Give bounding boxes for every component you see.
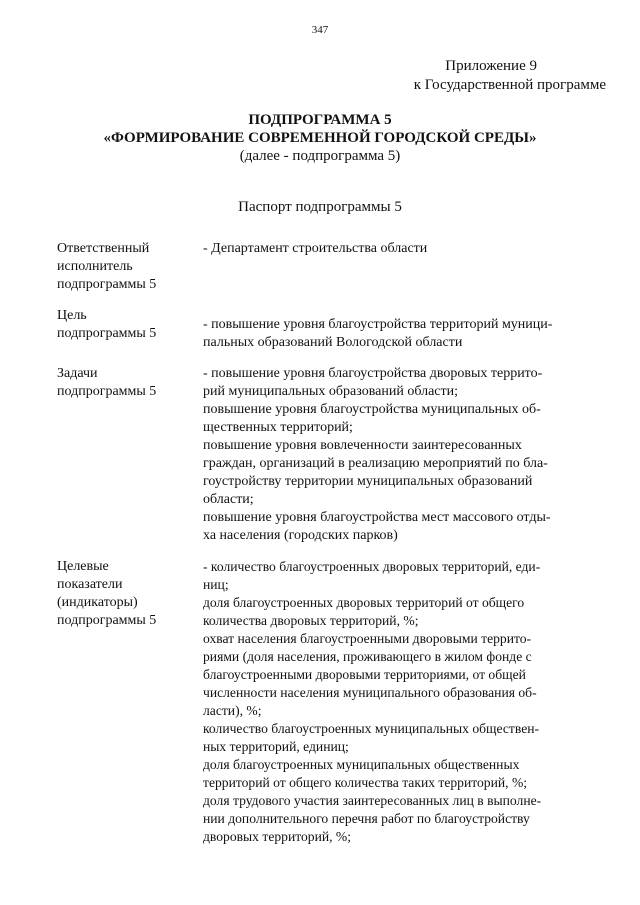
passport-row-indicators (57, 558, 587, 846)
value-line: ных территорий, единиц; (203, 739, 349, 754)
value-line: доля благоустроенных дворовых территорий от общего (203, 595, 525, 610)
value-line: доля трудового участия заинтересованных лиц в выполне- (203, 793, 542, 808)
page-number: 347 (311, 24, 329, 36)
row-label (57, 240, 203, 294)
value-line: доля благоустроенных муниципальных общественных (203, 757, 520, 772)
value-line: - повышение уровня благоустройства территорий муници- (203, 317, 553, 332)
row-label (57, 365, 203, 545)
value-line: щественных территорий; (203, 420, 353, 435)
value-line: дворовых территорий, %; (203, 829, 352, 844)
subprogram-name: «ФОРМИРОВАНИЕ СОВРЕМЕННОЙ ГОРОДСКОЙ СРЕДЫ» (103, 130, 537, 146)
row-label (57, 558, 203, 846)
label-line: Ответственный (57, 241, 150, 256)
label-line: исполнитель (57, 259, 133, 274)
value-line: ласти), %; (203, 703, 262, 718)
passport-table (57, 240, 587, 859)
label-line: подпрограммы 5 (57, 326, 157, 341)
label-line: Цель (57, 308, 87, 323)
subprogram-subtitle: (далее - подпрограмма 5) (239, 148, 401, 164)
passport-row-goal (57, 307, 587, 352)
value-line: количество благоустроенных муниципальных обществен- (203, 721, 540, 736)
value-line: охват населения благоустроенными дворовыми террито- (203, 631, 532, 646)
passport-row-executor (57, 240, 587, 294)
passport-row-tasks (57, 365, 587, 545)
appendix-line-1: Приложение 9 (445, 58, 537, 74)
passport-heading: Паспорт подпрограммы 5 (238, 199, 402, 215)
value-line: благоустроенными дворовыми территориями, от общей (203, 667, 526, 682)
appendix-line-2: к Государственной программе (413, 77, 606, 93)
row-value (203, 558, 587, 846)
value-line: граждан, организаций в реализацию мероприятий по бла- (203, 456, 548, 471)
value-line: пальных образований Вологодской области (203, 335, 463, 350)
value-line: численности населения муниципального образования об- (203, 685, 537, 700)
value-line: области; (203, 492, 254, 507)
value-line: - количество благоустроенных дворовых территорий, еди- (203, 559, 541, 574)
value-line: рий муниципальных образований области; (203, 384, 459, 399)
title-block (0, 111, 640, 165)
value-line: - Департамент строительства области (203, 241, 428, 256)
value-line: повышение уровня благоустройства мест массового отды- (203, 510, 551, 525)
value-line: повышение уровня благоустройства муниципальных об- (203, 402, 541, 417)
label-line: подпрограммы 5 (57, 277, 157, 292)
label-line: показатели (57, 577, 123, 592)
value-line: ниц; (203, 577, 229, 592)
value-line: территорий от общего количества таких территорий, %; (203, 775, 528, 790)
row-label (57, 307, 203, 352)
row-value (203, 307, 587, 352)
value-line: количества дворовых территорий, %; (203, 613, 419, 628)
appendix-note (414, 57, 606, 95)
value-line: гоустройству территории муниципальных образований (203, 474, 533, 489)
subprogram-title: ПОДПРОГРАММА 5 (248, 112, 392, 128)
label-line: подпрограммы 5 (57, 384, 157, 399)
label-line: подпрограммы 5 (57, 613, 157, 628)
row-value (203, 365, 587, 545)
value-line: риями (доля населения, проживающего в жилом фонде с (203, 649, 532, 664)
value-line: ха населения (городских парков) (203, 528, 398, 543)
value-line: повышение уровня вовлеченности заинтересованных (203, 438, 522, 453)
label-line: Задачи (57, 366, 98, 381)
label-line: Целевые (57, 559, 109, 574)
value-line: - повышение уровня благоустройства дворовых террито- (203, 366, 543, 381)
label-line: (индикаторы) (57, 595, 138, 610)
row-value (203, 240, 587, 294)
value-line: нии дополнительного перечня работ по благоустройству (203, 811, 530, 826)
